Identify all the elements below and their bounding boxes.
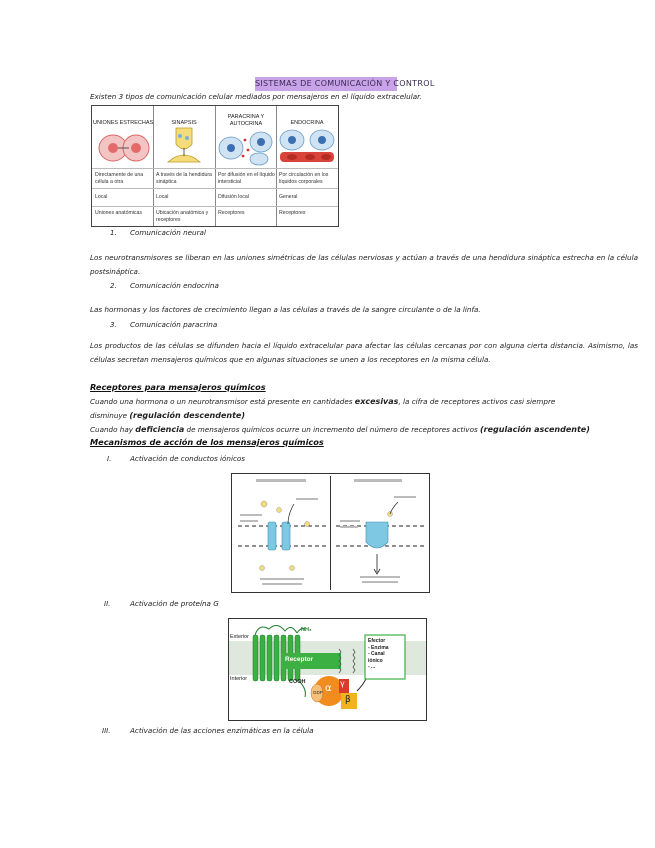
table-cell: Receptores — [279, 210, 306, 216]
page-title: SISTEMAS DE COMUNICACIÓN Y CONTROL — [255, 77, 397, 91]
receptors-line-2: disminuye (regulación descendente) — [90, 411, 245, 420]
table-header: UNIONES ESTRECHAS — [93, 120, 154, 126]
gamma-subunit-label: γ — [340, 679, 345, 688]
list-number: III. — [102, 727, 111, 735]
exterior-label: Exterior — [230, 634, 249, 640]
nh2-label: NH₂ — [301, 627, 312, 633]
alpha-subunit-label: α — [325, 683, 332, 694]
table-cell: Receptores — [218, 210, 245, 216]
mechanisms-heading: Mecanismos de acción de los mensajeros químicos — [90, 437, 324, 447]
table-cell: Uniones anatómicas — [95, 210, 143, 216]
table-cell: Directamente de una célula a otra — [95, 172, 144, 185]
section-title-endocrine: Comunicación endocrina — [130, 281, 219, 290]
cooh-label: COOH — [289, 679, 306, 685]
receptor-label: Receptor — [285, 656, 314, 663]
effector-box — [368, 638, 389, 671]
section-text-endocrine: Las hormonas y los factores de crecimiento llegan a las células a través de la sangre circulante o de la linfa. — [90, 305, 481, 314]
list-number: 2. — [110, 282, 117, 290]
list-number: II. — [104, 600, 111, 608]
section-title-paracrine: Comunicación paracrina — [130, 320, 218, 329]
interior-label: Interior — [230, 676, 248, 682]
table-cell: Local — [95, 194, 108, 200]
table-header: SINAPSIS — [171, 120, 197, 126]
table-cell: Por circulación en los líquidos corporales — [279, 172, 329, 185]
table-header: PARACRINA Y AUTOCRINA — [227, 114, 265, 127]
list-number: 3. — [110, 321, 117, 329]
receptors-heading: Receptores para mensajeros químicos — [90, 382, 266, 392]
table-cell: Local — [156, 194, 169, 200]
effector-item: - ... — [368, 664, 376, 670]
list-number: 1. — [110, 229, 117, 237]
table-header: ENDOCRINA — [290, 120, 324, 126]
gdp-label: GDP — [313, 690, 323, 695]
section-title-neural: Comunicación neural — [130, 228, 206, 237]
ion-channel-diagram — [232, 474, 429, 592]
table-cell: Ubicación anatómica y receptores — [156, 210, 209, 223]
tight-junction-illustration — [96, 130, 152, 166]
list-number: I. — [107, 455, 112, 463]
beta-subunit-label: β — [345, 695, 351, 705]
section-text-neural: Los neurotransmisores se liberan en las uniones simétricas de las células nerviosas y actúan a través de una hendidura sináptica estrecha en la célula postsináptica. — [90, 253, 638, 276]
effector-item: - Canal — [368, 651, 385, 657]
table-cell: Difusión local — [218, 194, 249, 200]
section-text-paracrine: Los productos de las células se difunden hacia el líquido extracelular para afectar las células cercanas por con alguna cierta distancia. Asimismo, las células secretan mensajeros químicos que en algunas situaciones se unen a los receptores en la misma célula. — [90, 341, 638, 364]
mechanism-ion-channels: Activación de conductos iónicos — [130, 454, 246, 463]
effector-title: Efector — [368, 638, 386, 644]
table-cell: A través de la hendidura sináptica — [156, 172, 212, 185]
receptors-line-3: Cuando hay deficiencia de mensajeros químicos ocurre un incremento del número de receptores activos (regulación ascendente) — [90, 425, 590, 434]
communication-types-table — [91, 105, 339, 227]
endocrine-illustration — [278, 126, 336, 166]
ion-channel-figure — [231, 473, 430, 593]
effector-item: - Enzima — [368, 644, 389, 651]
paracrine-illustration — [217, 128, 275, 166]
g-protein-figure — [228, 618, 427, 721]
table-cell: General — [279, 194, 298, 200]
receptors-line-1: Cuando una hormona o un neurotransmisor está presente en cantidades excesivas, la cifra de receptores activos casi siempre — [90, 397, 556, 406]
mechanism-enzymatic: Activación de las acciones enzimáticas en la célula — [130, 726, 314, 735]
intro-text: Existen 3 tipos de comunicación celular mediados por mensajeros en el líquido extracelular. — [90, 92, 422, 101]
table-cell: Por difusión en el líquido intersticial — [218, 172, 275, 185]
effector-item: iónico — [368, 657, 383, 664]
mechanism-g-protein: Activación de proteína G — [130, 599, 219, 608]
g-protein-diagram — [229, 619, 426, 720]
synapse-illustration — [158, 126, 210, 166]
